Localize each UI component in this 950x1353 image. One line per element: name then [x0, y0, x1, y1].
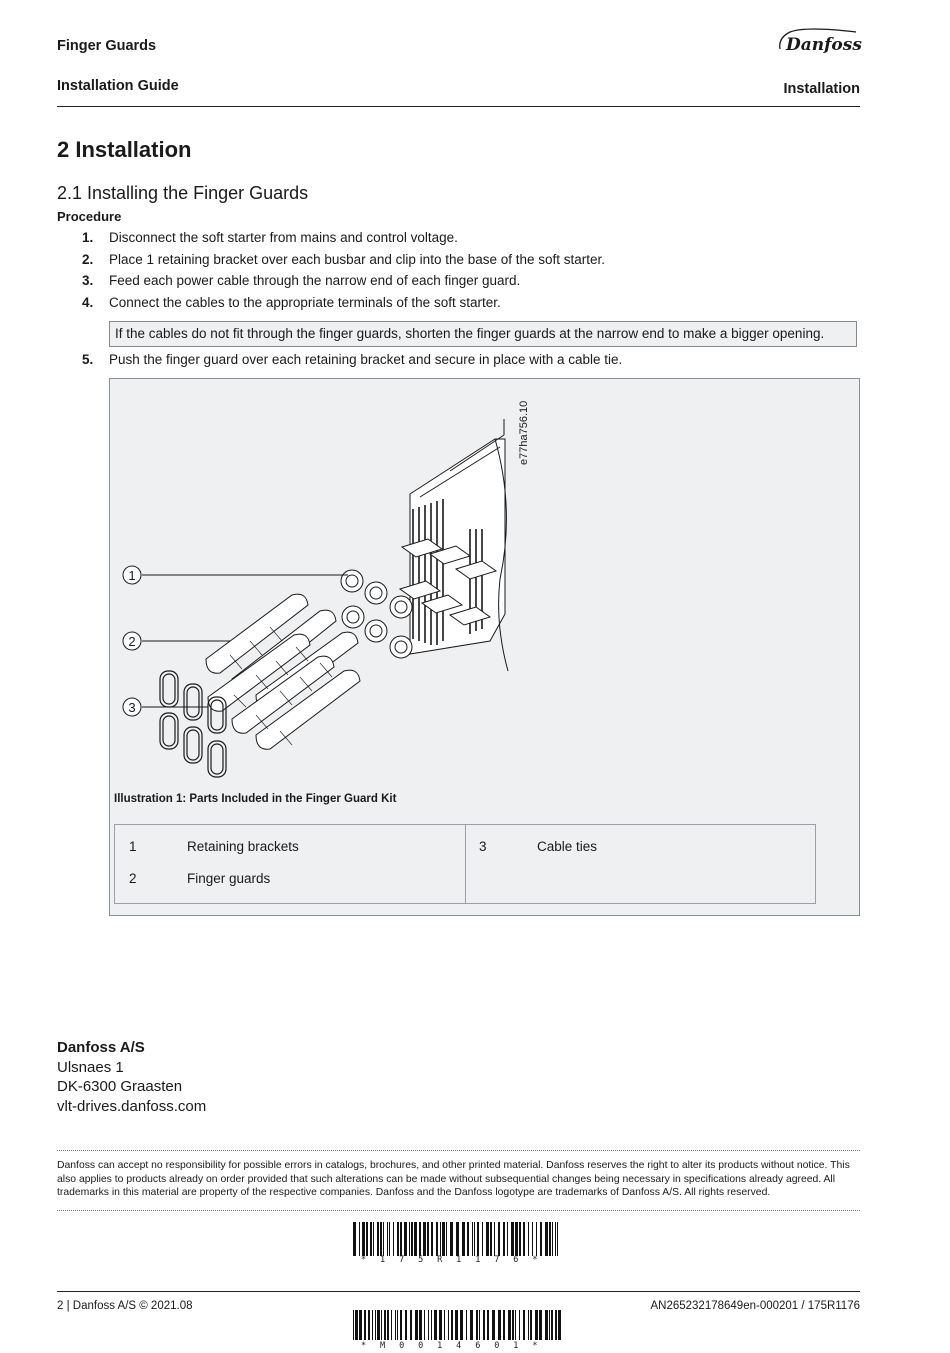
- barcode-bars: [353, 1310, 563, 1340]
- barcode-label: * 1 7 5 R 1 1 7 6 *: [361, 1255, 542, 1265]
- step-item: [82, 352, 862, 367]
- barcode-top: [353, 1222, 563, 1265]
- barcode-bottom: [353, 1310, 563, 1351]
- danfoss-logo: [776, 24, 862, 58]
- step-item: [82, 252, 862, 267]
- disclaimer-text: Danfoss can accept no responsibility for possible errors in catalogs, brochures, and other printed material. Danfoss reserves the right to alter its products without notice. This also applies to products already on order provided that such alterations can be made without subsequential changes being necessary in specifications already agreed. All trademarks in this material are property of the respective companies. Danfoss and the Danfoss logotype are trademarks of Danfoss A/S. All rights reserved.: [57, 1160, 850, 1199]
- step-number: 1.: [82, 230, 94, 245]
- legend-label: Retaining brackets: [187, 839, 299, 854]
- street-address: Ulsnaes 1: [57, 1059, 124, 1076]
- note-box: If the cables do not fit through the finger guards, shorten the finger guards at the narrow end to make a bigger opening.: [109, 321, 857, 347]
- section-title: 2.1 Installing the Finger Guards: [57, 183, 309, 203]
- footer-doc-number: AN265232178649en-000201 / 175R1176: [650, 1300, 860, 1312]
- step-item: [82, 295, 862, 310]
- header-rule: [57, 106, 860, 107]
- legend-label: Finger guards: [187, 871, 271, 886]
- callout-2: 2: [128, 634, 136, 649]
- legend-number: 3: [479, 839, 487, 854]
- step-item: [82, 273, 862, 288]
- legend-number: 1: [129, 839, 137, 854]
- chapter-title: 2 Installation: [57, 137, 192, 162]
- dotted-rule: [57, 1210, 860, 1211]
- dotted-rule: [57, 1150, 860, 1151]
- step-item: [82, 230, 862, 245]
- step-text: Connect the cables to the appropriate terminals of the soft starter.: [109, 295, 501, 310]
- step-number: 4.: [82, 295, 94, 310]
- legend-divider: [465, 825, 466, 903]
- company-name: Danfoss A/S: [57, 1039, 145, 1056]
- header-section: Installation: [783, 81, 860, 97]
- footer-rule: [57, 1291, 860, 1292]
- step-text: Feed each power cable through the narrow end of each finger guard.: [109, 273, 521, 288]
- step-number: 3.: [82, 273, 94, 288]
- svg-text:Danfoss: Danfoss: [786, 35, 862, 55]
- barcode-label: * M 0 0 1 4 6 0 1 *: [361, 1341, 542, 1351]
- legend-label: Cable ties: [537, 839, 598, 854]
- step-text: Disconnect the soft starter from mains and control voltage.: [109, 230, 458, 245]
- document-title: Finger Guards: [57, 38, 157, 54]
- finger-guard-drawing: [110, 379, 858, 789]
- step-number: 2.: [82, 252, 94, 267]
- procedure-label: Procedure: [57, 209, 122, 224]
- callout-3: 3: [128, 700, 136, 715]
- website: vlt-drives.danfoss.com: [57, 1098, 207, 1115]
- footer-page-info: 2 | Danfoss A/S © 2021.08: [57, 1300, 193, 1312]
- callout-1: 1: [128, 568, 136, 583]
- legend-table: [114, 824, 816, 904]
- step-text: Push the finger guard over each retaining bracket and secure in place with a cable tie.: [109, 352, 623, 367]
- step-text: Place 1 retaining bracket over each busbar and clip into the base of the soft starter.: [109, 252, 606, 267]
- document-subtitle: Installation Guide: [57, 78, 179, 94]
- city-address: DK-6300 Graasten: [57, 1078, 183, 1095]
- barcode-bars: [353, 1222, 563, 1256]
- illustration-caption: Illustration 1: Parts Included in the Finger Guard Kit: [114, 793, 397, 805]
- step-number: 5.: [82, 352, 94, 367]
- legend-number: 2: [129, 871, 137, 886]
- illustration-code: e77ha756.10: [518, 400, 530, 465]
